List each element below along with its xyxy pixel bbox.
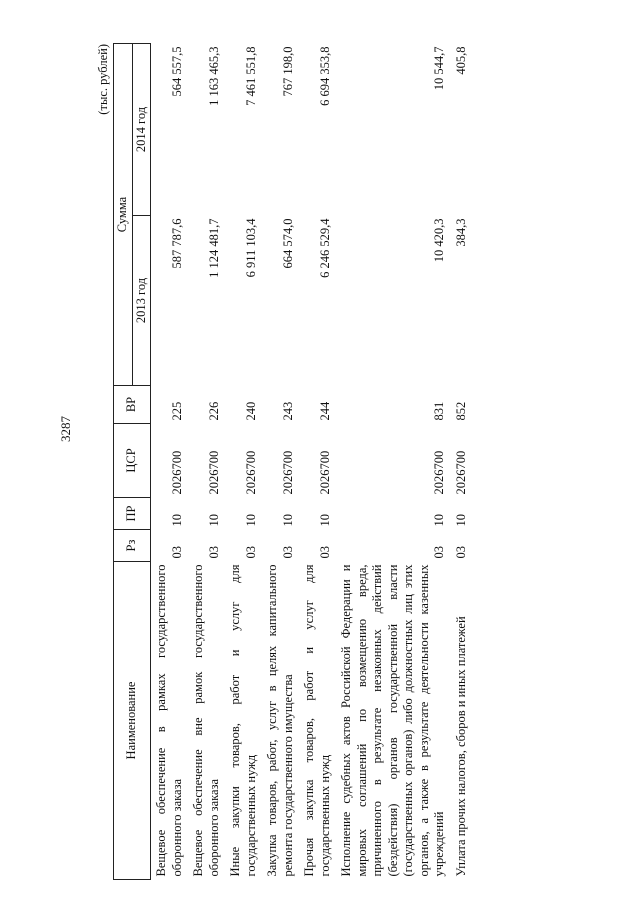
rotated-page-content	[95, 40, 485, 880]
header-pr: ПР	[114, 498, 151, 530]
row-rz-cell: 03	[243, 546, 258, 559]
row-pr-cell: 10	[243, 514, 258, 527]
row-pr-cell: 10	[206, 514, 221, 527]
row-amount-2013-cell: 10 420,3	[432, 218, 446, 263]
row-amount-2013-cell: 6 911 103,4	[243, 218, 258, 278]
row-amount-2014-cell: 564 557,5	[169, 46, 184, 97]
row-name-cell: Иные закупки товаров, работ и услуг для государственных нужд	[228, 564, 258, 877]
table-row	[299, 44, 336, 880]
row-amount-2014-cell: 1 163 465,3	[206, 46, 221, 106]
row-rz-cell: 03	[317, 546, 332, 559]
row-amount-2013-cell: 664 574,0	[280, 218, 295, 269]
row-rz-cell: 03	[453, 546, 468, 559]
table-row	[336, 44, 451, 880]
row-csr-cell: 2026700	[280, 450, 295, 495]
row-amount-2014-cell: 767 198,0	[280, 46, 295, 97]
row-name-cell: Прочая закупка товаров, работ и услуг для государственных нужд	[302, 564, 332, 877]
row-csr-cell: 2026700	[169, 450, 184, 495]
row-vr-cell: 225	[169, 401, 184, 421]
table-header-row	[114, 44, 133, 880]
row-amount-2014-cell: 6 694 353,8	[317, 46, 332, 106]
row-pr-cell: 10	[169, 514, 184, 527]
row-name-cell: Закупка товаров, работ, услуг в целях капитального ремонта государственного имущества	[265, 564, 295, 877]
row-csr-cell: 2026700	[317, 450, 332, 495]
row-amount-2013-cell: 587 787,6	[169, 218, 184, 269]
row-pr-cell: 10	[432, 514, 446, 527]
row-vr-cell: 226	[206, 401, 221, 421]
row-amount-2014-cell: 10 544,7	[432, 46, 446, 91]
row-amount-2014-cell: 7 461 551,8	[243, 46, 258, 106]
header-vr: ВР	[114, 386, 151, 424]
row-vr-cell: 240	[243, 401, 258, 421]
row-pr-cell: 10	[453, 514, 468, 527]
header-rz: Рз	[114, 530, 151, 562]
row-name-cell: Вещевое обеспечение в рамках государственного оборонного заказа	[154, 564, 184, 877]
row-name-cell: Вещевое обеспечение вне рамок государственного оборонного заказа	[191, 564, 221, 877]
row-amount-2014-cell: 405,8	[453, 46, 468, 75]
table-row	[151, 44, 189, 880]
header-sum: Сумма	[114, 44, 133, 386]
units-label: (тыс. рублей)	[96, 44, 110, 115]
header-year-2013: 2013 год	[132, 216, 151, 386]
row-vr-cell: 243	[280, 401, 295, 421]
row-rz-cell: 03	[169, 546, 184, 559]
row-name-cell: Исполнение судебных актов Российской Федерации и мировых соглашений по возмещению вреда, причиненного в результате незаконных действий (бездействия) органов государственной власти (государственных органов) либо должностных лиц этих органов, а также в результате деятельности казенных учреждений	[339, 564, 446, 877]
header-name: Наименование	[114, 562, 151, 880]
row-vr-cell: 852	[453, 401, 468, 421]
row-amount-2013-cell: 384,3	[453, 218, 468, 247]
budget-table	[113, 43, 472, 880]
header-year-2014: 2014 год	[132, 44, 151, 216]
row-rz-cell: 03	[206, 546, 221, 559]
row-pr-cell: 10	[317, 514, 332, 527]
table-row	[188, 44, 225, 880]
table-row	[262, 44, 299, 880]
row-rz-cell: 03	[280, 546, 295, 559]
row-amount-2013-cell: 1 124 481,7	[206, 218, 221, 278]
row-name-cell: Уплата прочих налогов, сборов и иных платежей	[453, 616, 468, 877]
row-amount-2013-cell: 6 246 529,4	[317, 218, 332, 278]
row-csr-cell: 2026700	[243, 450, 258, 495]
row-csr-cell: 2026700	[453, 450, 468, 495]
page-number: 3287	[58, 416, 73, 442]
header-csr: ЦСР	[114, 424, 151, 498]
row-vr-cell: 831	[432, 401, 446, 421]
row-vr-cell: 244	[317, 401, 332, 421]
row-csr-cell: 2026700	[206, 450, 221, 495]
row-rz-cell: 03	[432, 546, 446, 559]
row-csr-cell: 2026700	[432, 450, 446, 495]
table-row	[225, 44, 262, 880]
table-row	[451, 44, 473, 880]
row-pr-cell: 10	[280, 514, 295, 527]
